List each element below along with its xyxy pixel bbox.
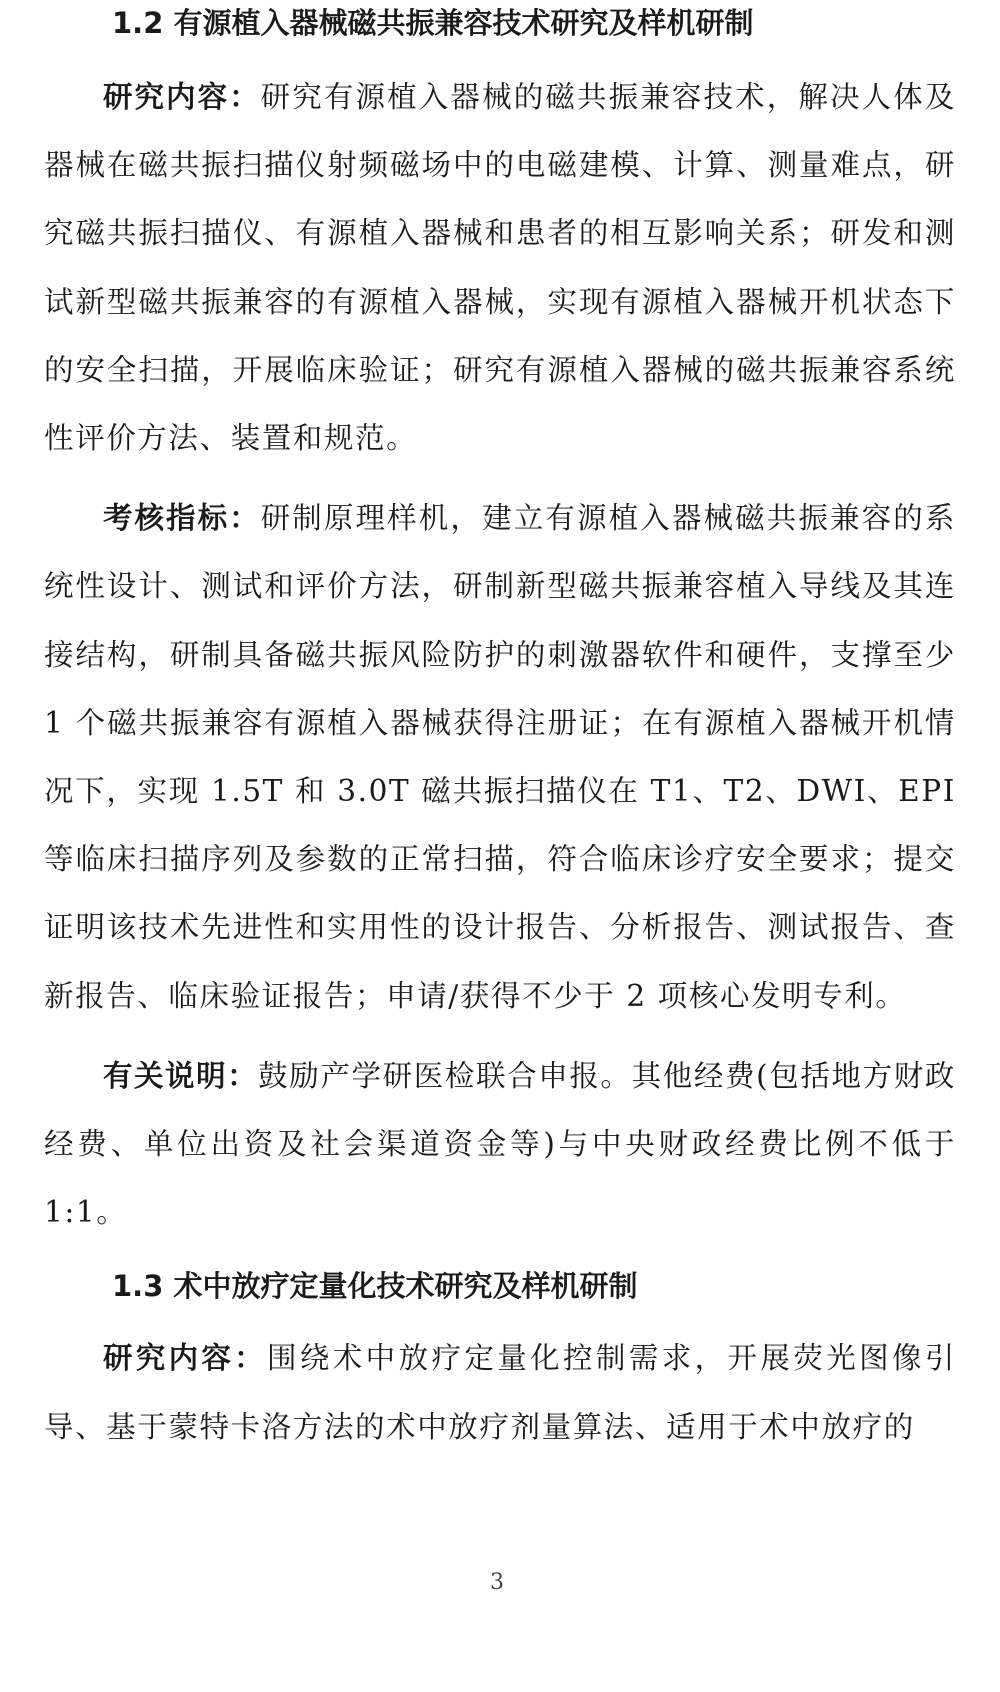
related-notes-paragraph [44, 1042, 956, 1247]
section-heading-1-2: 1.2 有源植入器械磁共振兼容技术研究及样机研制 [112, 6, 754, 40]
paragraph-text: 鼓励产学研医检联合申报。其他经费(包括地方财政经费、单位出资及社会渠道资金等)与中央财政经费比例不低于 1:1。 [44, 1058, 956, 1230]
paragraph-text: 研究有源植入器械的磁共振兼容技术，解决人体及器械在磁共振扫描仪射频磁场中的电磁建模、计算、测量难点，研究磁共振扫描仪、有源植入器械和患者的相互影响关系；研发和测试新型磁共振兼容的有源植入器械，实现有源植入器械开机状态下的安全扫描，开展临床验证；研究有源植入器械的磁共振兼容系统性评价方法、装置和规范。 [44, 80, 956, 456]
paragraph-text: 研制原理样机，建立有源植入器械磁共振兼容的系统性设计、测试和评价方法，研制新型磁共振兼容植入导线及其连接结构，研制具备磁共振风险防护的刺激器软件和硬件，支撑至少 1 个磁共振兼容有源植入器械获得注册证；在有源植入器械开机情况下，实现 1.5T 和 3.0T 磁共振扫描仪在 T1、T2、DWI、EPI 等临床扫描序列及参数的正常扫描，符合临床诊疗安全要求；提交证明该技术先进性和实用性的设计报告、分析报告、测试报告、查新报告、临床验证报告；申请/获得不少于 2 项核心发明专利。 [44, 501, 956, 1013]
paragraph-label: 考核指标： [103, 501, 261, 536]
paragraph-label: 研究内容： [103, 1341, 267, 1376]
document-content [44, 0, 956, 1473]
research-content-paragraph [44, 1324, 956, 1460]
section-heading-1-3: 1.3 术中放疗定量化技术研究及样机研制 [112, 1269, 638, 1304]
paragraph-label: 研究内容： [103, 80, 261, 114]
paragraph-label: 有关说明： [103, 1058, 259, 1093]
research-content-paragraph [44, 63, 956, 472]
paragraph-text: 围绕术中放疗定量化控制需求，开展荧光图像引导、基于蒙特卡洛方法的术中放疗剂量算法、适用于术中放疗的 [44, 1341, 956, 1444]
assessment-indicators-paragraph [44, 484, 956, 1030]
page-number: 3 [490, 1570, 504, 1595]
